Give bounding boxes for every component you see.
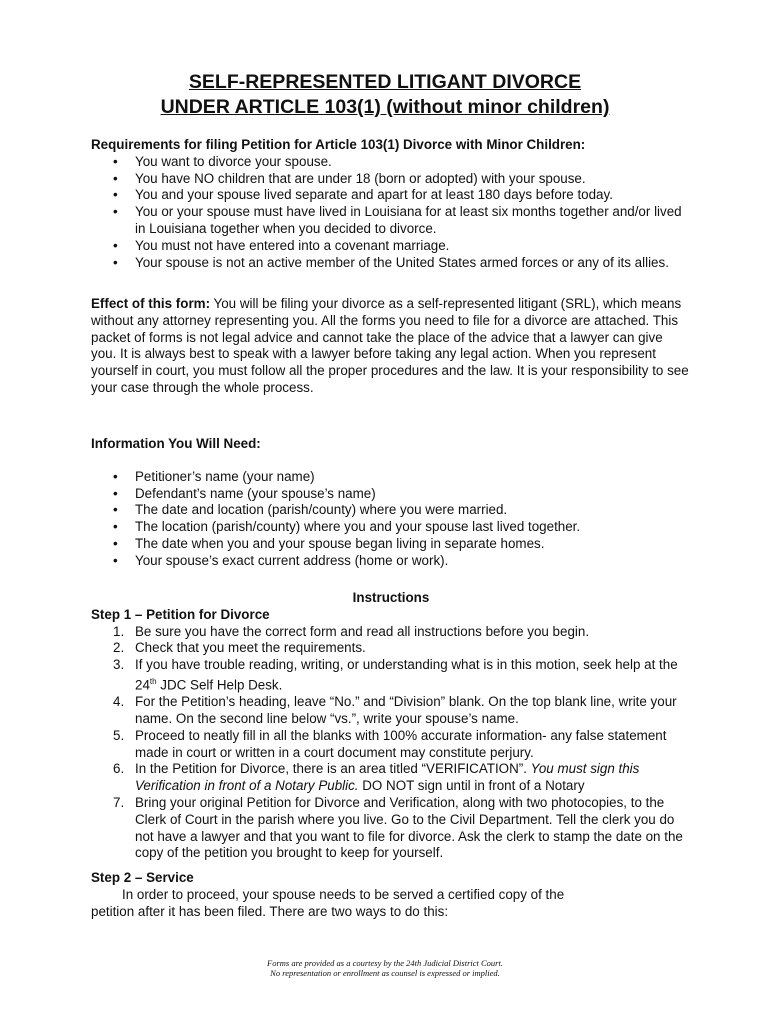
info-item: • Your spouse’s exact current address (home or work). [135, 553, 691, 570]
requirements-heading: Requirements for filing Petition for Article 103(1) Divorce with Minor Children: [91, 137, 586, 152]
footer-line-1: Forms are provided as a courtesy by the 24th Judicial District Court. [267, 958, 503, 968]
effect-section [91, 296, 691, 397]
item-number: 2. [113, 640, 125, 656]
item-text: Be sure you have the correct form and read all instructions before you begin. [135, 623, 590, 639]
item-text: In the Petition for Divorce, there is an area titled “VERIFICATION”. [135, 761, 531, 777]
info-item: • The date and location (parish/county) where you were married. [135, 502, 691, 519]
step1-item [113, 761, 691, 795]
item-text: Bring your original Petition for Divorce and Verification, along with two photocopies, to the Clerk of Court in the parish where you live. Go to the Civil Department. Tell the clerk you do not have a lawyer and that you want to file for divorce. Ask the clerk to stamp the date on the copy of the petition you brought to keep for yourself. [135, 795, 683, 861]
step1-item [113, 727, 691, 762]
step2-heading: Step 2 – Service [91, 870, 194, 886]
item-number: 6. [113, 761, 125, 777]
step1-list [91, 624, 691, 863]
info-item: • Defendant’s name (your spouse’s name) [135, 486, 691, 503]
step1-item [113, 657, 691, 694]
requirements-section [91, 137, 691, 271]
step1-heading: Step 1 – Petition for Divorce [91, 606, 270, 622]
info-item: • Petitioner’s name (your name) [135, 469, 691, 486]
step1-item [113, 795, 691, 862]
info-list [91, 469, 691, 570]
item-text: For the Petition’s heading, leave “No.” and “Division” blank. On the top blank line, write your name. On the second line below “vs.”, write your spouse’s name. [135, 694, 677, 727]
step2-line-2: petition after it has been filed. There are two ways to do this: [91, 903, 449, 919]
item-number: 3. [113, 657, 125, 673]
document-title [0, 70, 770, 120]
title-line-2: UNDER ARTICLE 103(1) (without minor children) [160, 96, 610, 118]
info-section [91, 436, 691, 570]
requirements-list [91, 154, 691, 272]
effect-paragraph [91, 296, 691, 397]
instructions-heading: Instructions [352, 590, 430, 605]
requirement-item: • You or your spouse must have lived in Louisiana for at least six months together and/or lived in Louisiana together when you decided to divorce. [135, 204, 691, 238]
item-text: JDC Self Help Desk. [156, 677, 283, 693]
item-text: Proceed to neatly fill in all the blanks with 100% accurate information- any false statement made in court or written in a court document may constitute perjury. [135, 727, 667, 760]
item-text: Check that you meet the requirements. [135, 640, 366, 656]
item-number: 4. [113, 694, 125, 710]
requirement-item: • You want to divorce your spouse. [135, 154, 691, 171]
footer-line-2: No representation or enrollment as counsel is expressed or implied. [270, 968, 500, 978]
item-text: If you have trouble reading, writing, or understanding what is in this motion, seek help at the 24 [135, 657, 678, 693]
item-superscript: th [149, 676, 157, 686]
step1-item [113, 640, 691, 657]
item-number: 5. [113, 727, 125, 743]
requirement-item: • You must not have entered into a covenant marriage. [135, 238, 691, 255]
info-item: • The date when you and your spouse began living in separate homes. [135, 536, 691, 553]
instructions-section [91, 590, 691, 921]
item-text: DO NOT sign until in front of a Notary [358, 778, 585, 794]
info-heading: Information You Will Need: [91, 436, 261, 451]
info-item: • The location (parish/county) where you and your spouse last lived together. [135, 519, 691, 536]
step1-item [113, 694, 691, 728]
requirement-item: • You and your spouse lived separate and apart for at least 180 days before today. [135, 187, 691, 204]
title-line-1: SELF-REPRESENTED LITIGANT DIVORCE [188, 71, 582, 93]
item-number: 1. [113, 623, 125, 639]
footer [0, 958, 770, 978]
step2-line-1: In order to proceed, your spouse needs to be served a certified copy of the [122, 887, 565, 903]
step1-item [113, 623, 691, 641]
effect-text: You will be filing your divorce as a self-represented litigant (SRL), which means without any attorney representing you. All the forms you need to file for a divorce are attached. This packet of forms is not legal advice and cannot take the place of the advice that a lawyer can give you. It is always best to speak with a lawyer before taking any legal action. When you represent yourself in court, you must follow all the proper procedures and the law. It is your responsibility to see your case through the whole process. [91, 296, 689, 395]
requirement-item: • Your spouse is not an active member of the United States armed forces or any of its allies. [135, 255, 691, 272]
effect-label: Effect of this form: [91, 296, 211, 311]
item-italic-text: You must sign this Verification in front of a Notary Public. [135, 761, 640, 794]
requirement-item: • You have NO children that are under 18 (born or adopted) with your spouse. [135, 171, 691, 188]
item-number: 7. [113, 795, 125, 811]
